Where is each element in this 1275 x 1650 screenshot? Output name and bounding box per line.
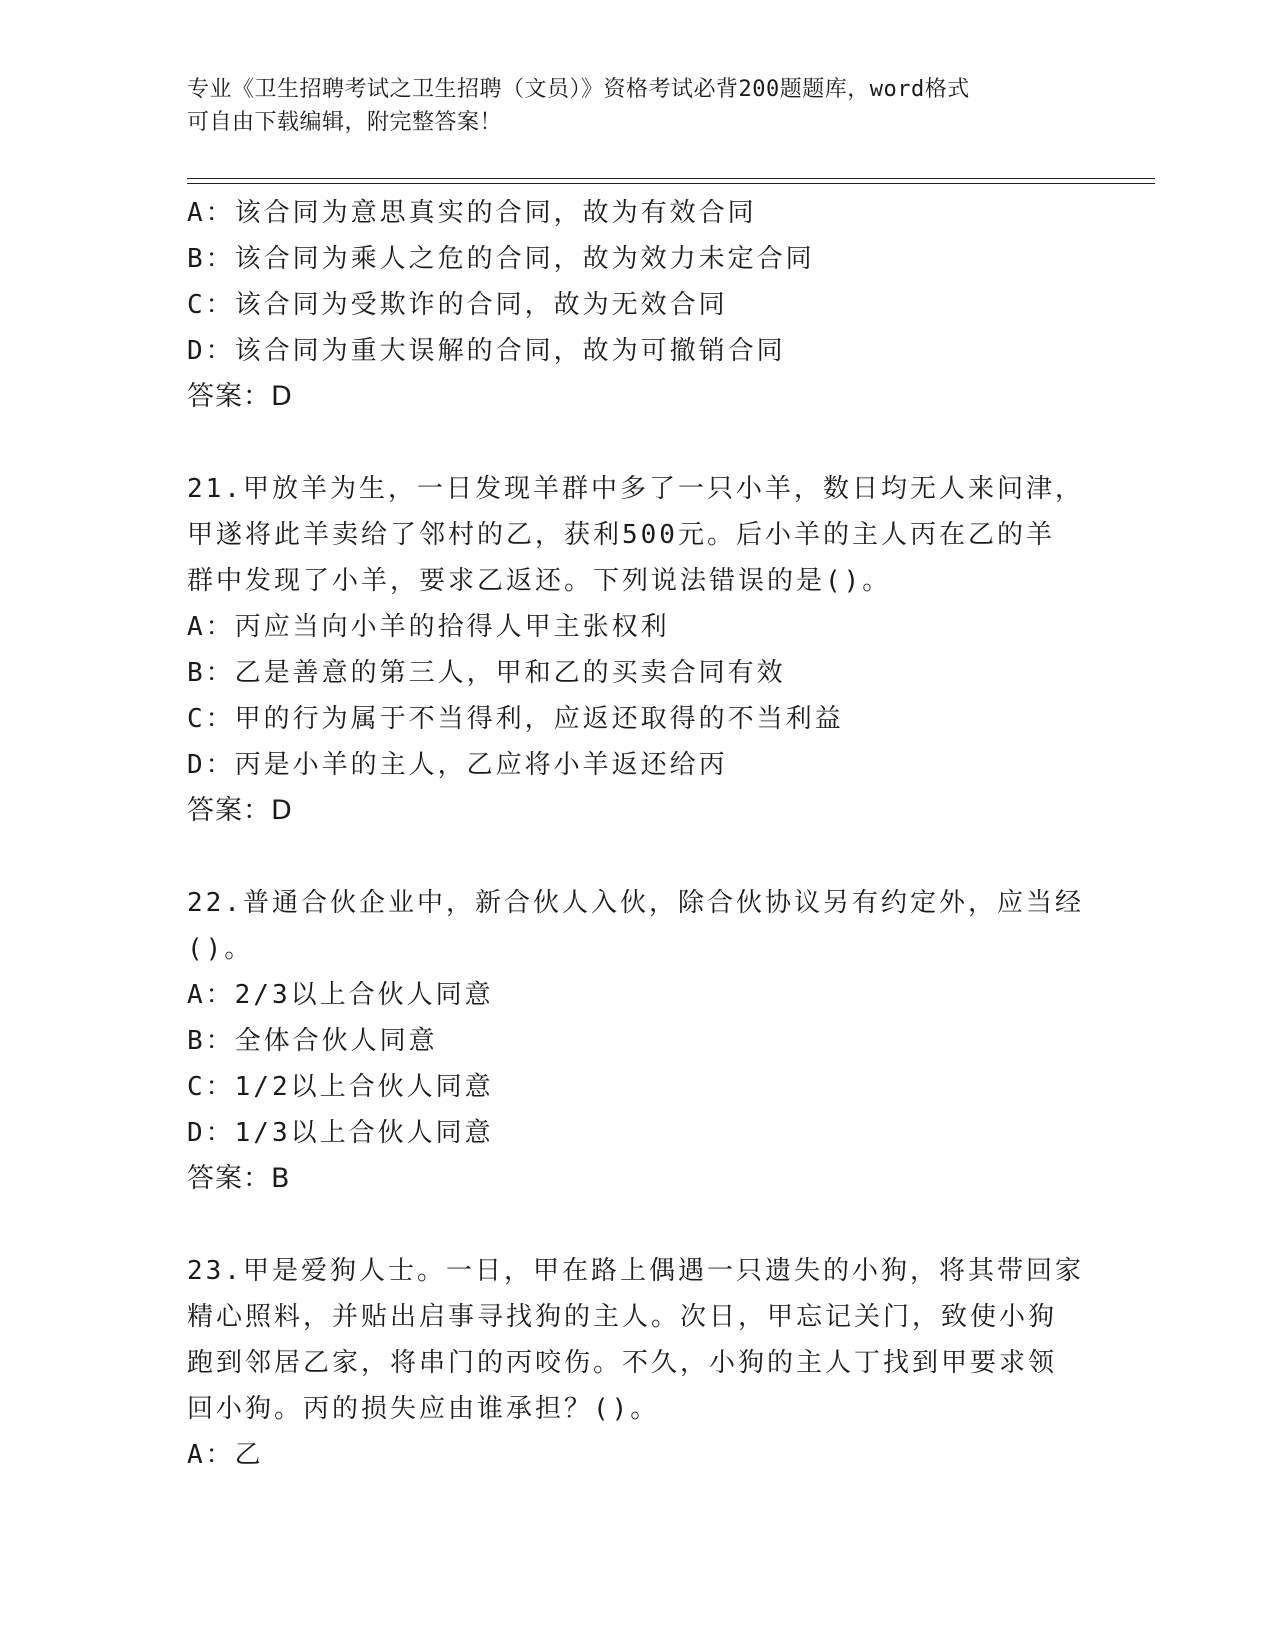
answer-option: A：2/3以上合伙人同意 (187, 980, 494, 1010)
answer-option: B：乙是善意的第三人，甲和乙的买卖合同有效 (187, 658, 786, 688)
question-stem-line: 回小狗。丙的损失应由谁承担？()。 (187, 1394, 660, 1424)
block-spacer (187, 834, 1087, 880)
question-block (187, 190, 1087, 420)
question-stem-line: 22.普通合伙企业中，新合伙人入伙，除合伙协议另有约定外，应当经 (187, 888, 1084, 918)
block-spacer (187, 420, 1087, 466)
answer-option: C：1/2以上合伙人同意 (187, 1072, 494, 1102)
header-title-line-1: 专业《卫生招聘考试之卫生招聘（文员）》资格考试必背200题题库，word格式 (187, 77, 970, 102)
answer-option: C：甲的行为属于不当得利，应返还取得的不当利益 (187, 704, 844, 734)
header-title-line-2: 可自由下载编辑，附完整答案！ (187, 110, 503, 135)
answer-option: A：该合同为意思真实的合同，故为有效合同 (187, 198, 757, 228)
document-header (187, 73, 1087, 139)
question-block (187, 834, 1087, 1202)
answer-option: D：该合同为重大误解的合同，故为可撤销合同 (187, 336, 786, 366)
question-stem-line: 21.甲放羊为生，一日发现羊群中多了一只小羊，数日均无人来问津， (187, 474, 1084, 504)
header-divider-top (187, 178, 1155, 179)
answer-option: D：1/3以上合伙人同意 (187, 1118, 494, 1148)
question-block (187, 1202, 1087, 1478)
answer-option: C：该合同为受欺诈的合同，故为无效合同 (187, 290, 728, 320)
question-stem-line: ()。 (187, 934, 254, 964)
answer-key: 答案：D (187, 381, 293, 412)
block-spacer (187, 1202, 1087, 1248)
answer-option: B：全体合伙人同意 (187, 1026, 438, 1056)
header-divider-bottom (187, 183, 1155, 184)
question-stem-line: 精心照料，并贴出启事寻找狗的主人。次日，甲忘记关门，致使小狗 (187, 1302, 1058, 1332)
answer-key: 答案：D (187, 795, 293, 826)
question-stem-line: 跑到邻居乙家，将串门的丙咬伤。不久，小狗的主人丁找到甲要求领 (187, 1348, 1058, 1378)
answer-option: B：该合同为乘人之危的合同，故为效力未定合同 (187, 244, 815, 274)
answer-key: 答案：B (187, 1163, 291, 1194)
question-list (187, 190, 1087, 1478)
question-stem-line: 群中发现了小羊，要求乙返还。下列说法错误的是()。 (187, 566, 892, 596)
question-block (187, 420, 1087, 834)
question-stem-line: 23.甲是爱狗人士。一日，甲在路上偶遇一只遗失的小狗，将其带回家 (187, 1256, 1084, 1286)
question-stem-line: 甲遂将此羊卖给了邻村的乙，获利500元。后小羊的主人丙在乙的羊 (187, 520, 1055, 550)
answer-option: A：丙应当向小羊的拾得人甲主张权利 (187, 612, 670, 642)
answer-option: D：丙是小羊的主人，乙应将小羊返还给丙 (187, 750, 728, 780)
answer-option: A：乙 (187, 1440, 264, 1470)
